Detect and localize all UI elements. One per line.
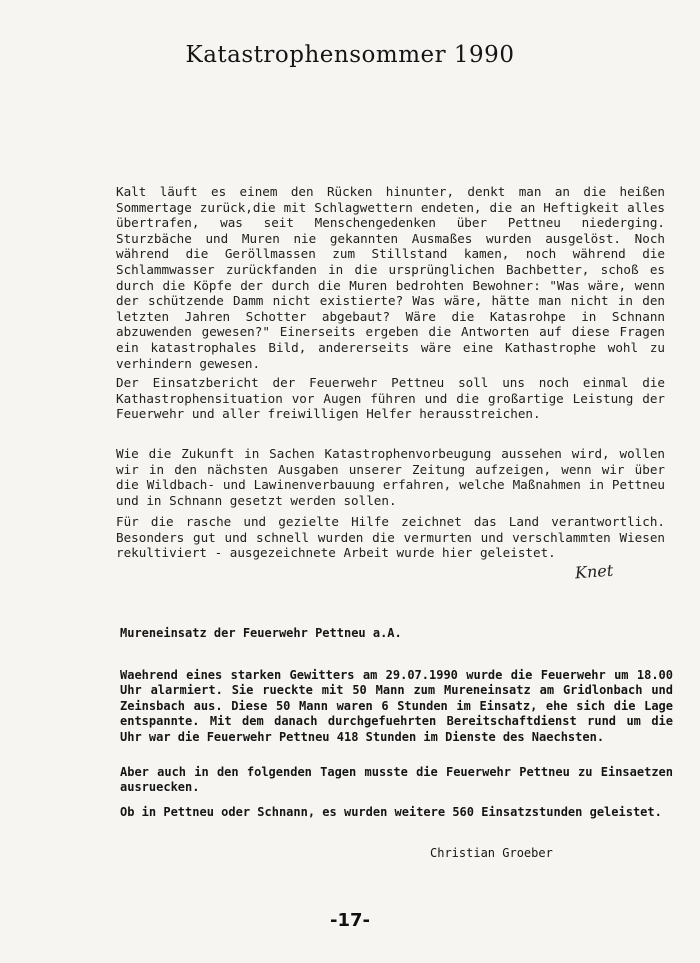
page-number: -17- [330,910,370,931]
handwritten-signature: Knet [574,560,614,583]
intro-paragraph-2 [116,375,673,422]
report-paragraph-3 [120,805,673,820]
paragraph-text: Aber auch in den folgenden Tagen musste die Feuerwehr Pettneu zu Einsaetzen ausruecken. [120,765,681,795]
report-heading-text: Mureneinsatz der Feuerwehr Pettneu a.A. [120,626,402,640]
report-author: Christian Groeber [430,846,553,860]
paragraph-text: Für die rasche und gezielte Hilfe zeichnet das Land verantwortlich. Besonders gut und schnell wurden die vermurten und verschlammten Wiesen rekultiviert - ausgezeichnete Arbeit wurde hier geleistet. [116,514,673,561]
page-title: Katastrophensommer 1990 [185,42,515,68]
paragraph-text: Ob in Pettneu oder Schnann, es wurden weitere 560 Einsatzstunden geleistet. [120,805,662,819]
paragraph-text: Der Einsatzbericht der Feuerwehr Pettneu soll uns noch einmal die Kathastrophensituation vor Augen führen und die großartige Leistung der Feuerwehr und aller freiwilligen Helfer herausstreichen. [116,375,673,422]
report-paragraph-1 [120,668,681,745]
report-heading [120,626,680,641]
intro-paragraph-4 [116,514,673,561]
paragraph-text: Waehrend eines starken Gewitters am 29.07.1990 wurde die Feuerwehr um 18.00 Uhr alarmiert. Sie rueckte mit 50 Mann zum Mureneinsatz am Gridlonbach und Zeinsbach aus. Diese 50 Mann waren 6 Stunden im Einsatz, ehe sich die Lage entspannte. Mit dem danach durchgefuehrten Bereitschaftdienst rund um die Uhr war die Feuerwehr Pettneu 418 Stunden im Dienste des Naechsten. [120,668,681,744]
intro-paragraph-1 [116,184,673,371]
intro-paragraph-3 [116,446,673,508]
paragraph-text: Wie die Zukunft in Sachen Katastrophenvorbeugung aussehen wird, wollen wir in den nächsten Ausgaben unserer Zeitung aufzeigen, wenn wir über die Wildbach- und Lawinenverbauung erfahren, welche Maßnahmen in Pettneu und in Schnann gesetzt werden sollen. [116,446,673,508]
report-paragraph-2 [120,765,681,796]
paragraph-text: Kalt läuft es einem den Rücken hinunter, denkt man an die heißen Sommertage zurück,die mit Schlagwettern endeten, die an Heftigkeit alles übertrafen, was seit Menschengedenken über Pettneu niederging. Sturzbäche und Muren nie gekannten Ausmaßes wurden ausgelöst. Noch während die Geröllmassen zum Stillstand kamen, noch während die Schlammwasser zurückfanden in die ursprünglichen Bachbetter, schoß es durch die Köpfe der durch die Muren bedrohten Bewohner: "Was wäre, wenn der schützende Damm nicht existierte? Was wäre, hätte man nicht in den letzten Jahren Schotter abgebaut? Wäre die Katasrohpe in Schnann abzuwenden gewesen?" Einerseits ergeben die Antworten auf diese Fragen ein katastrophales Bild, andererseits wäre eine Kathastrophe wohl zu verhindern gewesen. [116,184,673,371]
